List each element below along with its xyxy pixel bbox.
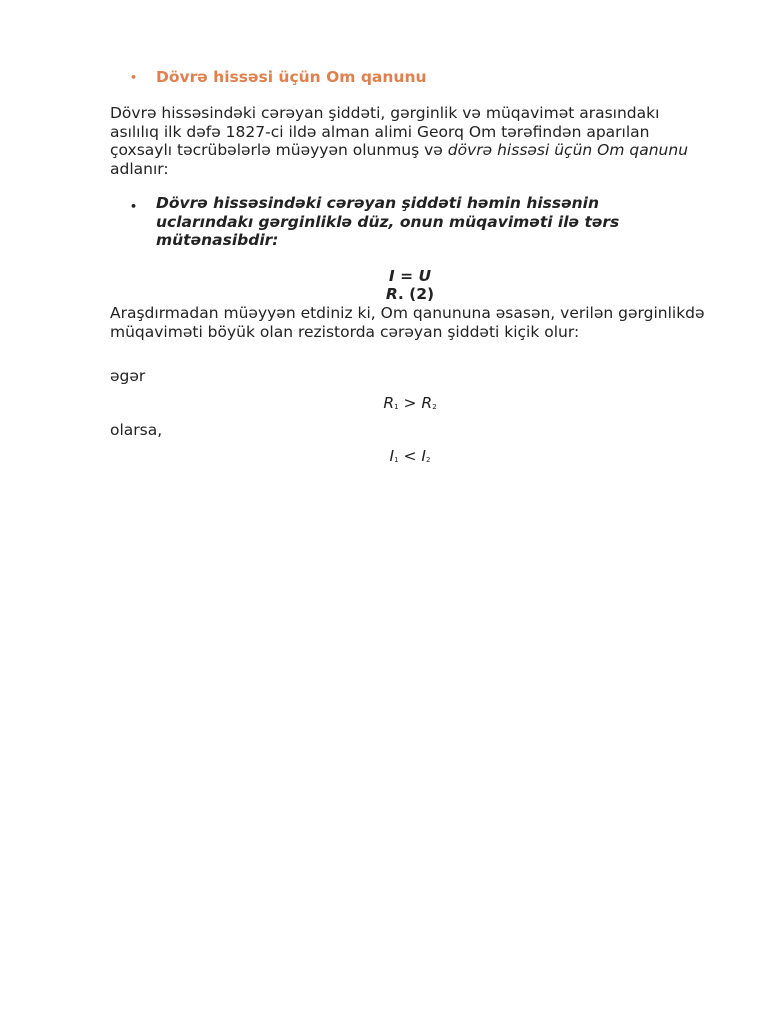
law-statement xyxy=(130,194,690,250)
subscript: 1 xyxy=(394,456,399,464)
operator: > xyxy=(398,394,422,412)
inequality-resistance xyxy=(110,394,710,417)
var: R xyxy=(383,394,395,412)
formula-number: . (2) xyxy=(397,285,435,303)
intro-italic-term: dövrə hissəsi üçün Om qanunu xyxy=(447,141,689,159)
formula-line-2 xyxy=(110,285,710,304)
intro-paragraph xyxy=(110,104,710,178)
formula-line-1: I = U xyxy=(388,267,432,285)
condition-word: əgər xyxy=(110,367,146,385)
subscript: 2 xyxy=(426,456,431,464)
law-statement-text: Dövrə hissəsindəki cərəyan şiddəti həmin hissənin uclarındakı gərginliklə düz, onun müqaviməti ilə tərs mütənasibdir: xyxy=(156,194,620,249)
section-heading xyxy=(130,68,427,86)
formula-var-r: R xyxy=(385,285,398,303)
subscript: 2 xyxy=(432,403,437,411)
inequality-current xyxy=(110,447,710,470)
explanation-paragraph: Araşdırmadan müəyyən etdiniz ki, Om qanununa əsasən, verilən gərginlikdə müqaviməti böyük olan rezistorda cərəyan şiddəti kiçik olur: xyxy=(110,304,705,341)
bullet: • xyxy=(130,200,138,213)
section-heading-text: Dövrə hissəsi üçün Om qanunu xyxy=(156,68,427,86)
operator: < xyxy=(398,447,422,465)
intro-text-end: adlanır: xyxy=(110,159,169,178)
var: I xyxy=(389,447,395,465)
bullet: • xyxy=(130,71,138,84)
result-word: olarsa, xyxy=(110,421,163,439)
var: I xyxy=(421,447,426,465)
intro-text: Dövrə hissəsindəki cərəyan şiddəti, gərginlik və müqavimət arasındakı asılılıq ilk dəfə 1827-ci ildə alman alimi Georq Om tərəfindən aparılan çoxsaylı təcrübələrlə müəyyən olunmuş və xyxy=(110,104,660,159)
var: R xyxy=(421,394,433,412)
subscript: 1 xyxy=(394,403,399,411)
